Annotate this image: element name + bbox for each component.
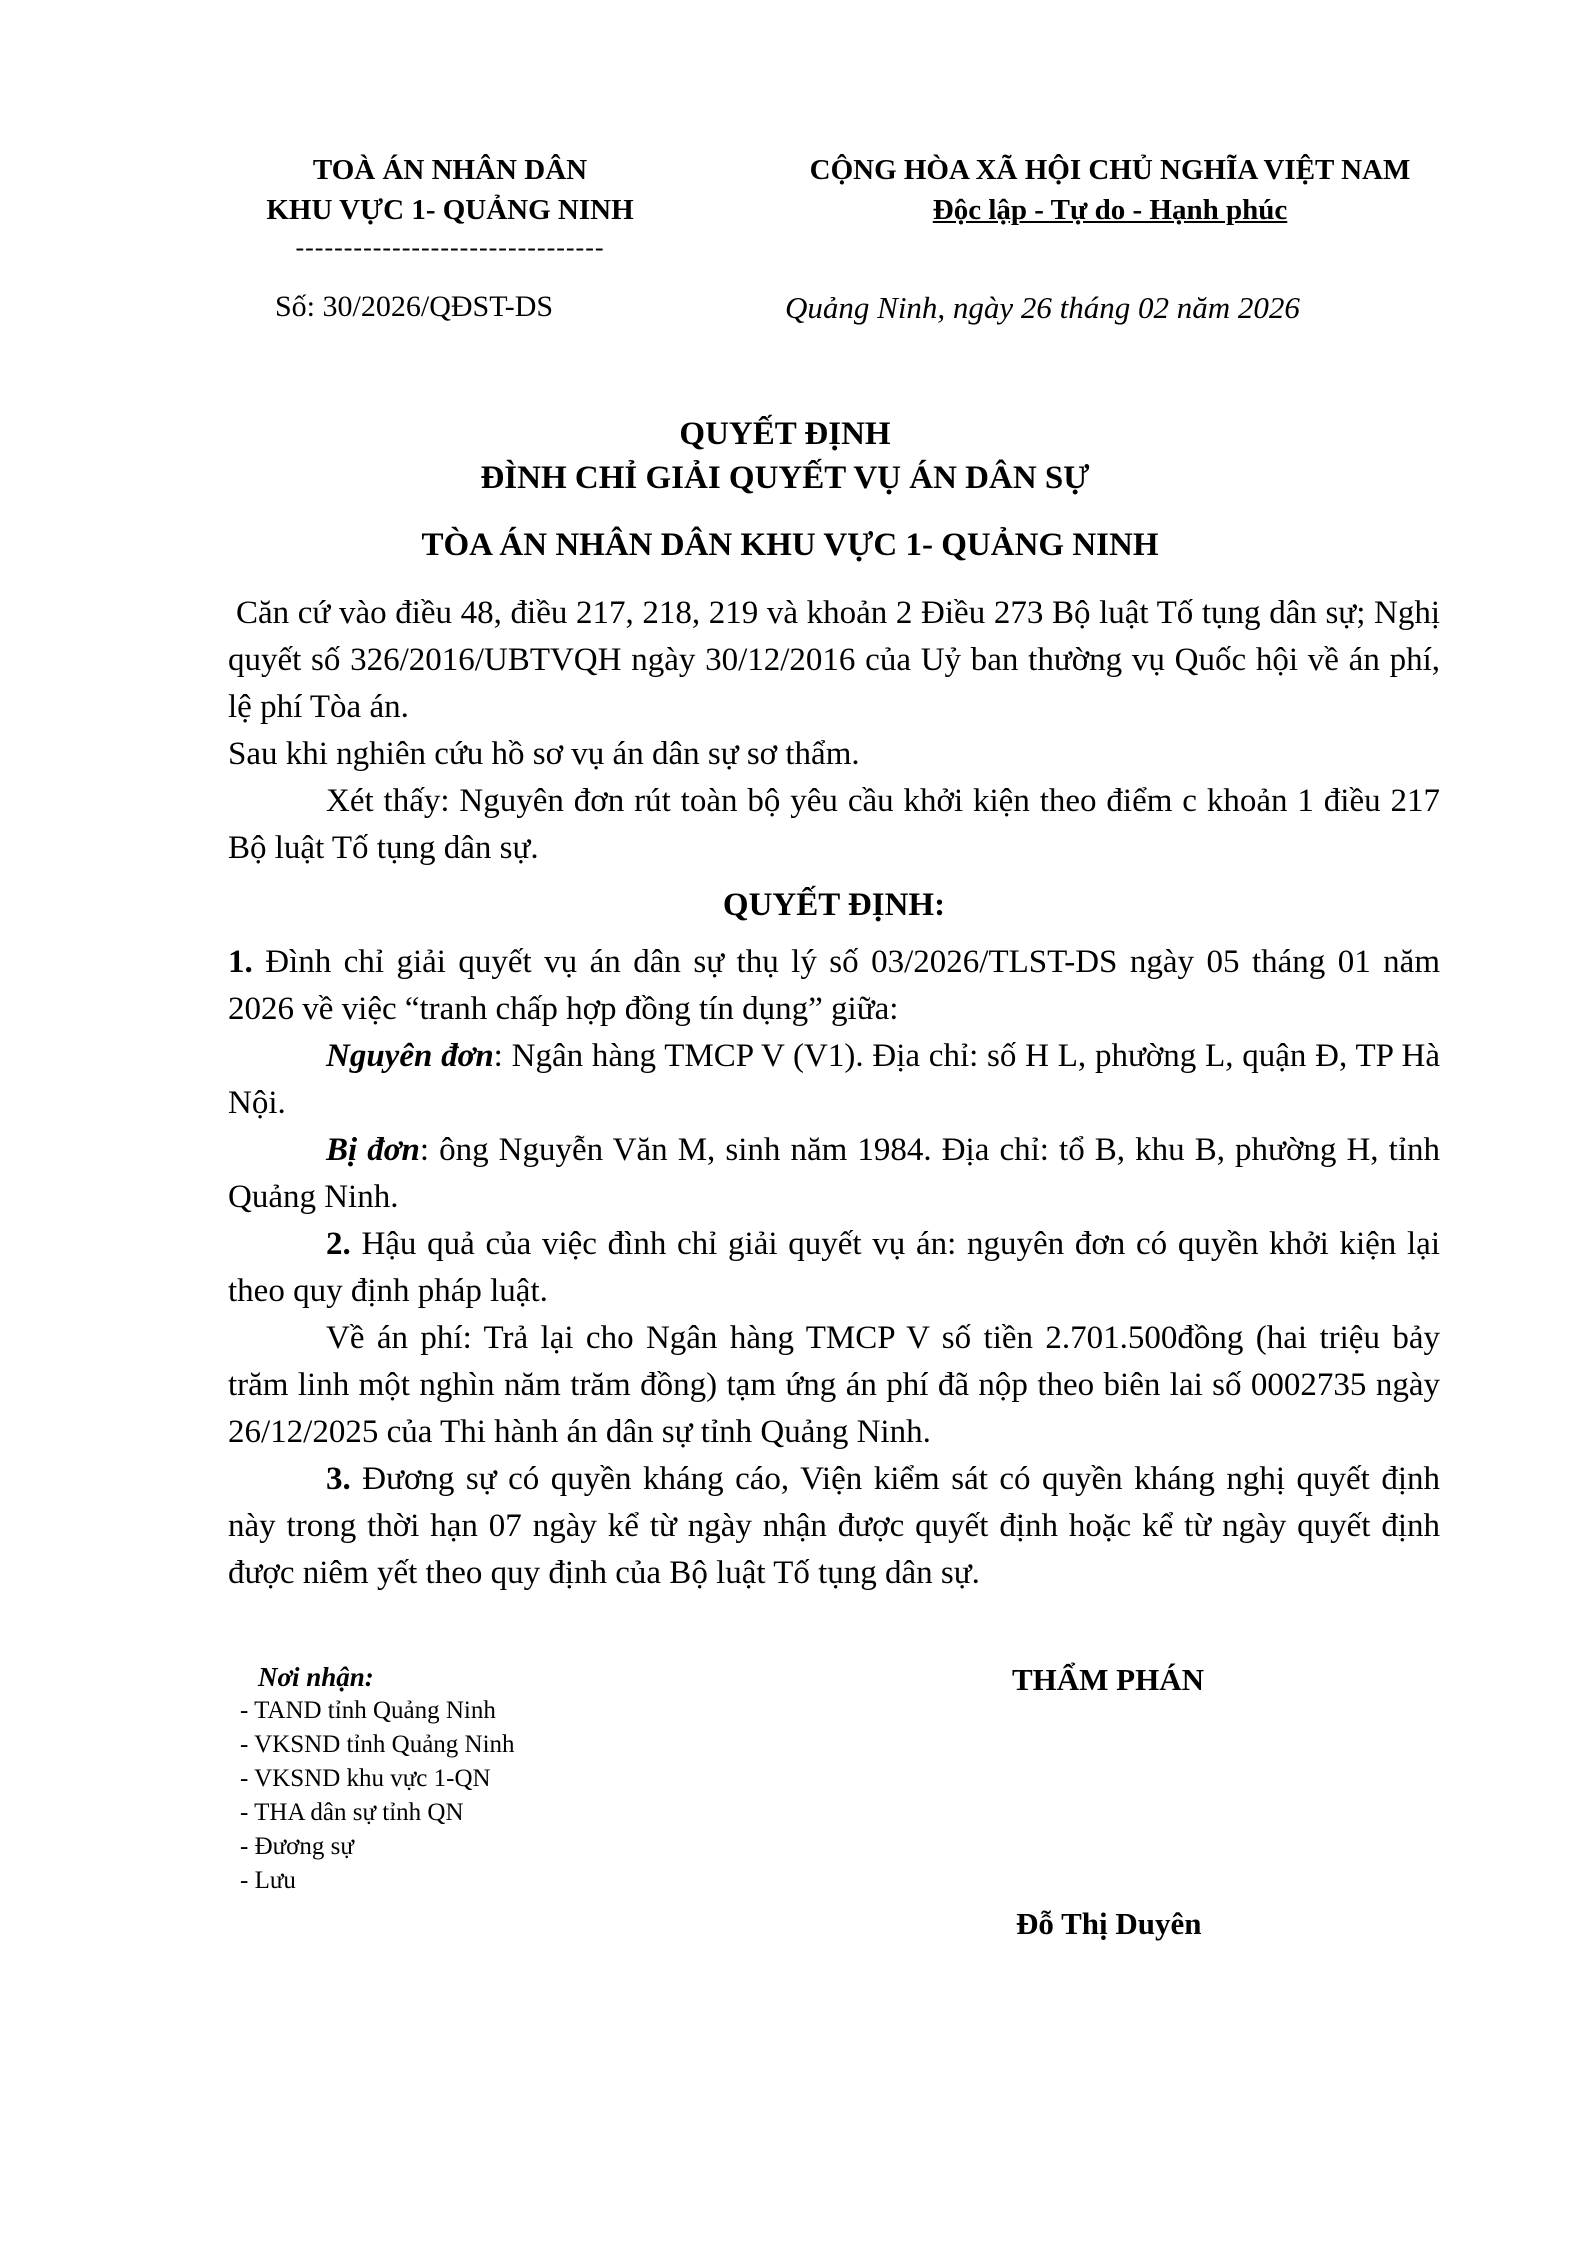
item-3-number: 3. [326, 1461, 351, 1497]
defendant-paragraph [228, 1127, 1440, 1221]
court-heading: TÒA ÁN NHÂN DÂN KHU VỰC 1- QUẢNG NINH [421, 527, 1159, 563]
court-header [240, 150, 660, 266]
recipients-label: Nơi nhận: [258, 1662, 374, 1692]
item-3-text: Đương sự có quyền kháng cáo, Viện kiểm sát có quyền kháng nghị quyết định này trong thời hạn 07 ngày kể từ ngày nhận được quyết định hoặc kể từ ngày quyết định được niêm yết theo quy định của Bộ luật Tố tụng dân sự. [228, 1461, 1440, 1591]
recipient-item: - VKSND tỉnh Quảng Ninh [240, 1731, 515, 1758]
plaintiff-text: : Ngân hàng TMCP V (V1). Địa chỉ: số H L, phường L, quận Đ, TP Hà Nội. [228, 1038, 1440, 1121]
decision-heading: QUYẾT ĐỊNH: [722, 887, 946, 923]
recipient-item: - TAND tỉnh Quảng Ninh [240, 1697, 496, 1724]
item-1-text: Đình chỉ giải quyết vụ án dân sự thụ lý số 03/2026/TLST-DS ngày 05 tháng 01 năm 2026 về việc “tranh chấp hợp đồng tín dụng” giữa: [228, 944, 1440, 1027]
finding-paragraph: Xét thấy: Nguyên đơn rút toàn bộ yêu cầu khởi kiện theo điểm c khoản 1 điều 217 Bộ luật Tố tụng dân sự. [228, 783, 1440, 866]
judge-title: THẨM PHÁN [1012, 1662, 1205, 1697]
recipients-list [240, 1660, 515, 1898]
header-divider: -------------------------------- [295, 233, 605, 262]
decision-body [228, 590, 1440, 1597]
item-1-paragraph [228, 939, 1440, 1033]
recipient-item: - Đương sự [240, 1833, 354, 1860]
recipient-item: - THA dân sự tỉnh QN [240, 1799, 464, 1826]
item-3-paragraph [228, 1456, 1440, 1597]
document-number: Số: 30/2026/QĐST-DS [275, 290, 554, 323]
item-2-paragraph [228, 1221, 1440, 1315]
recipient-item: - VKSND khu vực 1-QN [240, 1765, 491, 1792]
court-fee-paragraph: Về án phí: Trả lại cho Ngân hàng TMCP V số tiền 2.701.500đồng (hai triệu bảy trăm linh một nghìn năm trăm đồng) tạm ứng án phí đã nộp theo biên lai số 0002735 ngày 26/12/2025 của Thi hành án dân sự tỉnh Quảng Ninh. [228, 1320, 1440, 1450]
court-name-line2: KHU VỰC 1- QUẢNG NINH [266, 194, 634, 226]
plaintiff-label: Nguyên đơn [326, 1038, 494, 1074]
item-1-number: 1. [228, 944, 253, 980]
judge-name: Đỗ Thị Duyên [1016, 1906, 1202, 1941]
defendant-label: Bị đơn [326, 1132, 420, 1168]
document-date: Quảng Ninh, ngày 26 tháng 02 năm 2026 [785, 290, 1300, 325]
item-2-number: 2. [326, 1226, 351, 1262]
decision-title [140, 412, 1430, 500]
national-header [760, 150, 1460, 230]
court-name-line1: TOÀ ÁN NHÂN DÂN [312, 154, 588, 186]
title-line1: QUYẾT ĐỊNH [679, 416, 891, 452]
legal-basis-paragraph: Căn cứ vào điều 48, điều 217, 218, 219 và khoản 2 Điều 273 Bộ luật Tố tụng dân sự; Nghị quyết số 326/2016/UBTVQH ngày 30/12/2016 của Uỷ ban thường vụ Quốc hội về án phí, lệ phí Tòa án. [228, 595, 1440, 725]
research-paragraph: Sau khi nghiên cứu hồ sơ vụ án dân sự sơ thẩm. [228, 736, 860, 772]
item-2-text: Hậu quả của việc đình chỉ giải quyết vụ án: nguyên đơn có quyền khởi kiện lại theo quy định pháp luật. [228, 1226, 1440, 1309]
title-line2: ĐÌNH CHỈ GIẢI QUYẾT VỤ ÁN DÂN SỰ [480, 460, 1090, 496]
national-title: CỘNG HÒA XÃ HỘI CHỦ NGHĨA VIỆT NAM [809, 154, 1411, 186]
defendant-text: : ông Nguyễn Văn M, sinh năm 1984. Địa chỉ: tổ B, khu B, phường H, tỉnh Quảng Ninh. [228, 1132, 1440, 1215]
national-motto: Độc lập - Tự do - Hạnh phúc [932, 194, 1288, 226]
plaintiff-paragraph [228, 1033, 1440, 1127]
recipient-item: - Lưu [240, 1867, 296, 1894]
